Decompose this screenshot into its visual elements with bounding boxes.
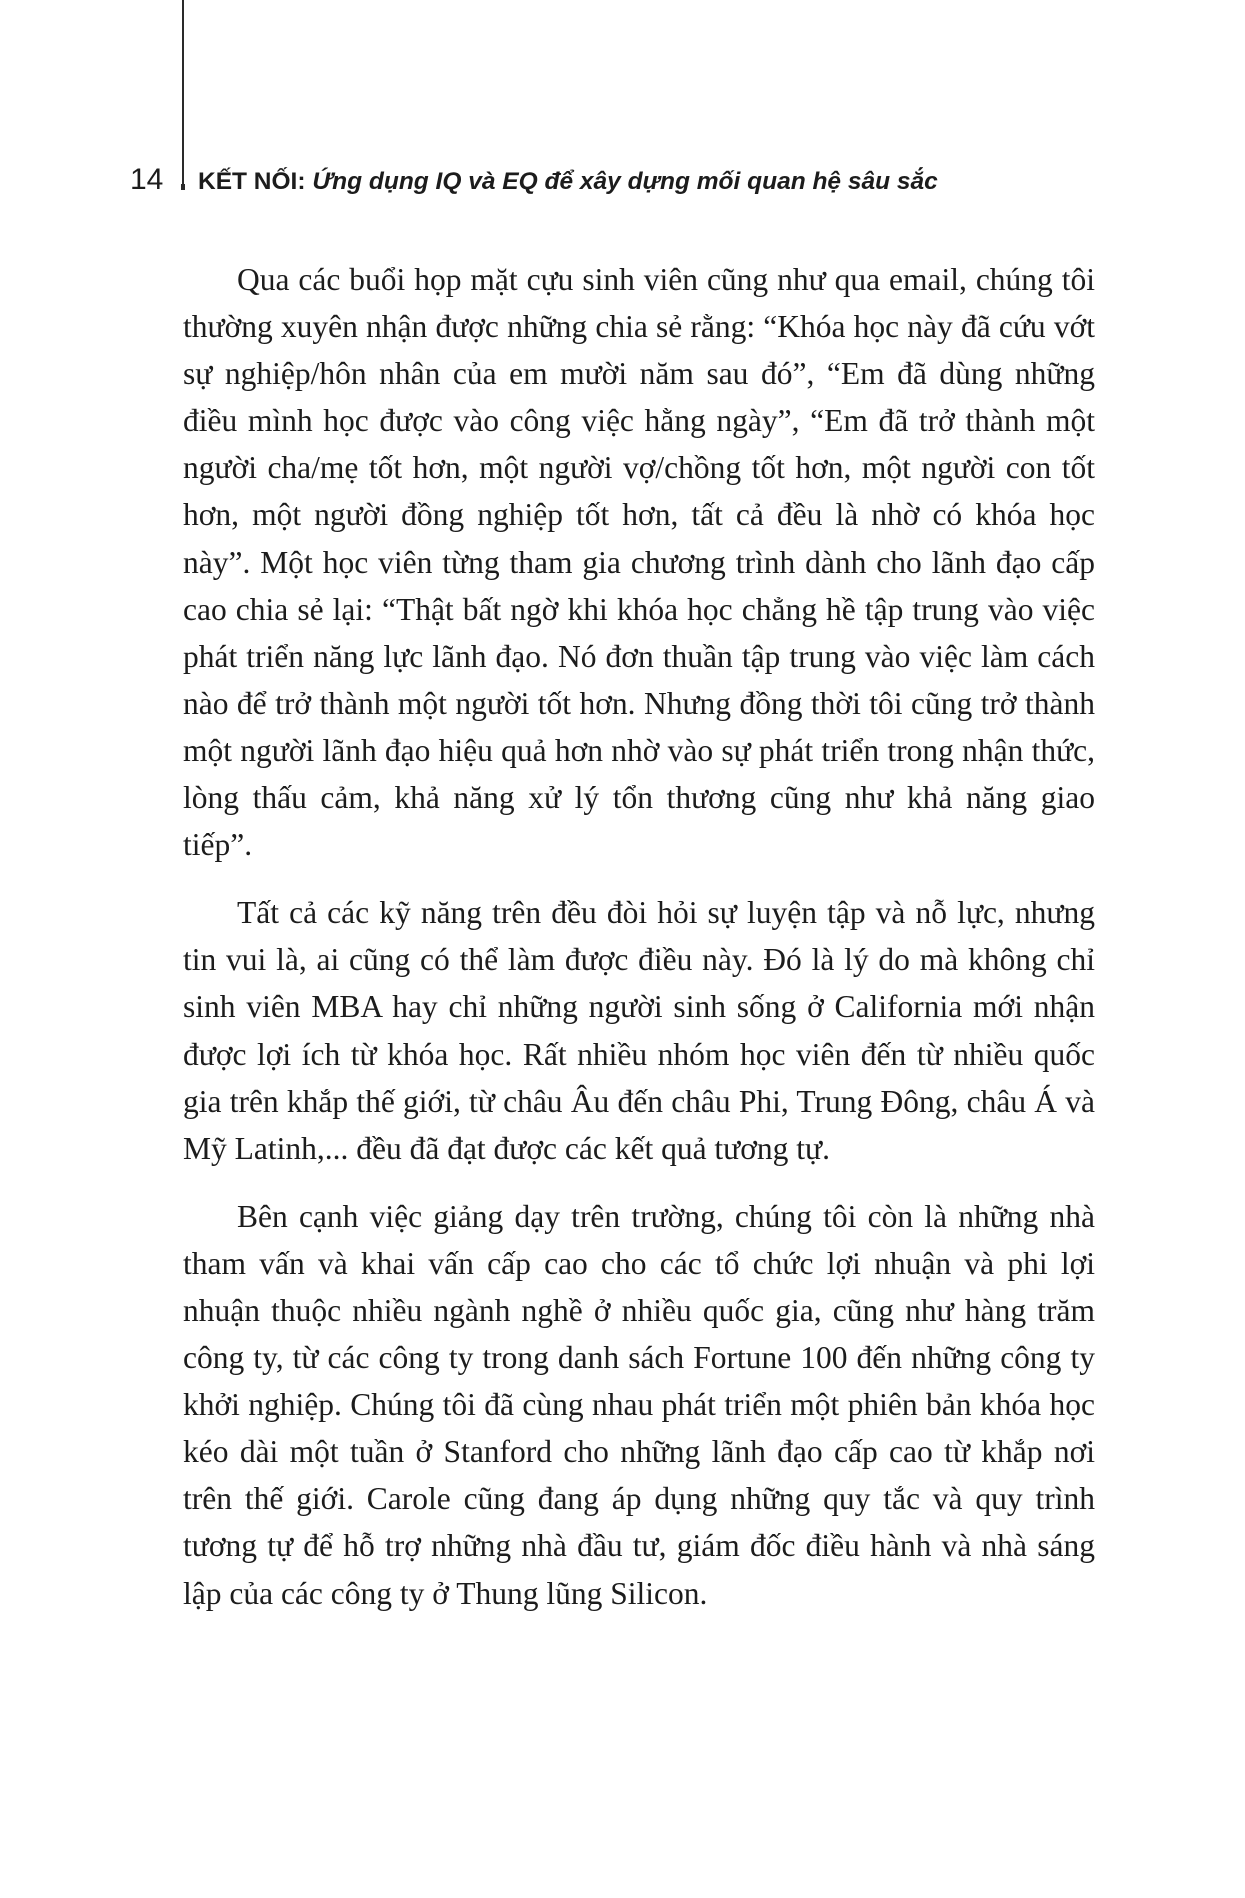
body-text bbox=[183, 256, 1095, 1638]
paragraph-1: Qua các buổi họp mặt cựu sinh viên cũng như qua email, chúng tôi thường xuyên nhận được những chia sẻ rằng: “Khóa học này đã cứu vớt sự nghiệp/hôn nhân của em mười năm sau đó”, “Em đã dùng những điều mình học được vào công việc hằng ngày”, “Em đã trở thành một người cha/mẹ tốt hơn, một người vợ/chồng tốt hơn, một người con tốt hơn, một người đồng nghiệp tốt hơn, tất cả đều là nhờ có khóa học này”. Một học viên từng tham gia chương trình dành cho lãnh đạo cấp cao chia sẻ lại: “Thật bất ngờ khi khóa học chẳng hề tập trung vào việc phát triển năng lực lãnh đạo. Nó đơn thuần tập trung vào việc làm cách nào để trở thành một người tốt hơn. Nhưng đồng thời tôi cũng trở thành một người lãnh đạo hiệu quả hơn nhờ vào sự phát triển trong nhận thức, lòng thấu cảm, khả năng xử lý tổn thương cũng như khả năng giao tiếp”. bbox=[183, 262, 1095, 863]
margin-rule bbox=[182, 0, 184, 186]
running-head-title: KẾT NỐI: bbox=[198, 168, 306, 195]
running-head-subtitle: Ứng dụng IQ và EQ để xây dựng mối quan hệ sâu sắc bbox=[312, 168, 938, 195]
paragraph-2: Tất cả các kỹ năng trên đều đòi hỏi sự luyện tập và nỗ lực, nhưng tin vui là, ai cũng có thể làm được điều này. Đó là lý do mà không chỉ sinh viên MBA hay chỉ những người sinh sống ở California mới nhận được lợi ích từ khóa học. Rất nhiều nhóm học viên đến từ nhiều quốc gia trên khắp thế giới, từ châu Âu đến châu Phi, Trung Đông, châu Á và Mỹ Latinh,... đều đã đạt được các kết quả tương tự. bbox=[183, 895, 1095, 1166]
page-number: 14 bbox=[130, 163, 164, 196]
page-header bbox=[0, 160, 1245, 200]
running-head bbox=[198, 162, 938, 202]
paragraph-3: Bên cạnh việc giảng dạy trên trường, chúng tôi còn là những nhà tham vấn và khai vấn cấp cao cho các tổ chức lợi nhuận và phi lợi nhuận thuộc nhiều ngành nghề ở nhiều quốc gia, cũng như hàng trăm công ty, từ các công ty trong danh sách Fortune 100 đến những công ty khởi nghiệp. Chúng tôi đã cùng nhau phát triển một phiên bản khóa học kéo dài một tuần ở Stanford cho những lãnh đạo cấp cao từ khắp nơi trên thế giới. Carole cũng đang áp dụng những quy tắc và quy trình tương tự để hỗ trợ những nhà đầu tư, giám đốc điều hành và nhà sáng lập của các công ty ở Thung lũng Silicon. bbox=[183, 1198, 1095, 1611]
